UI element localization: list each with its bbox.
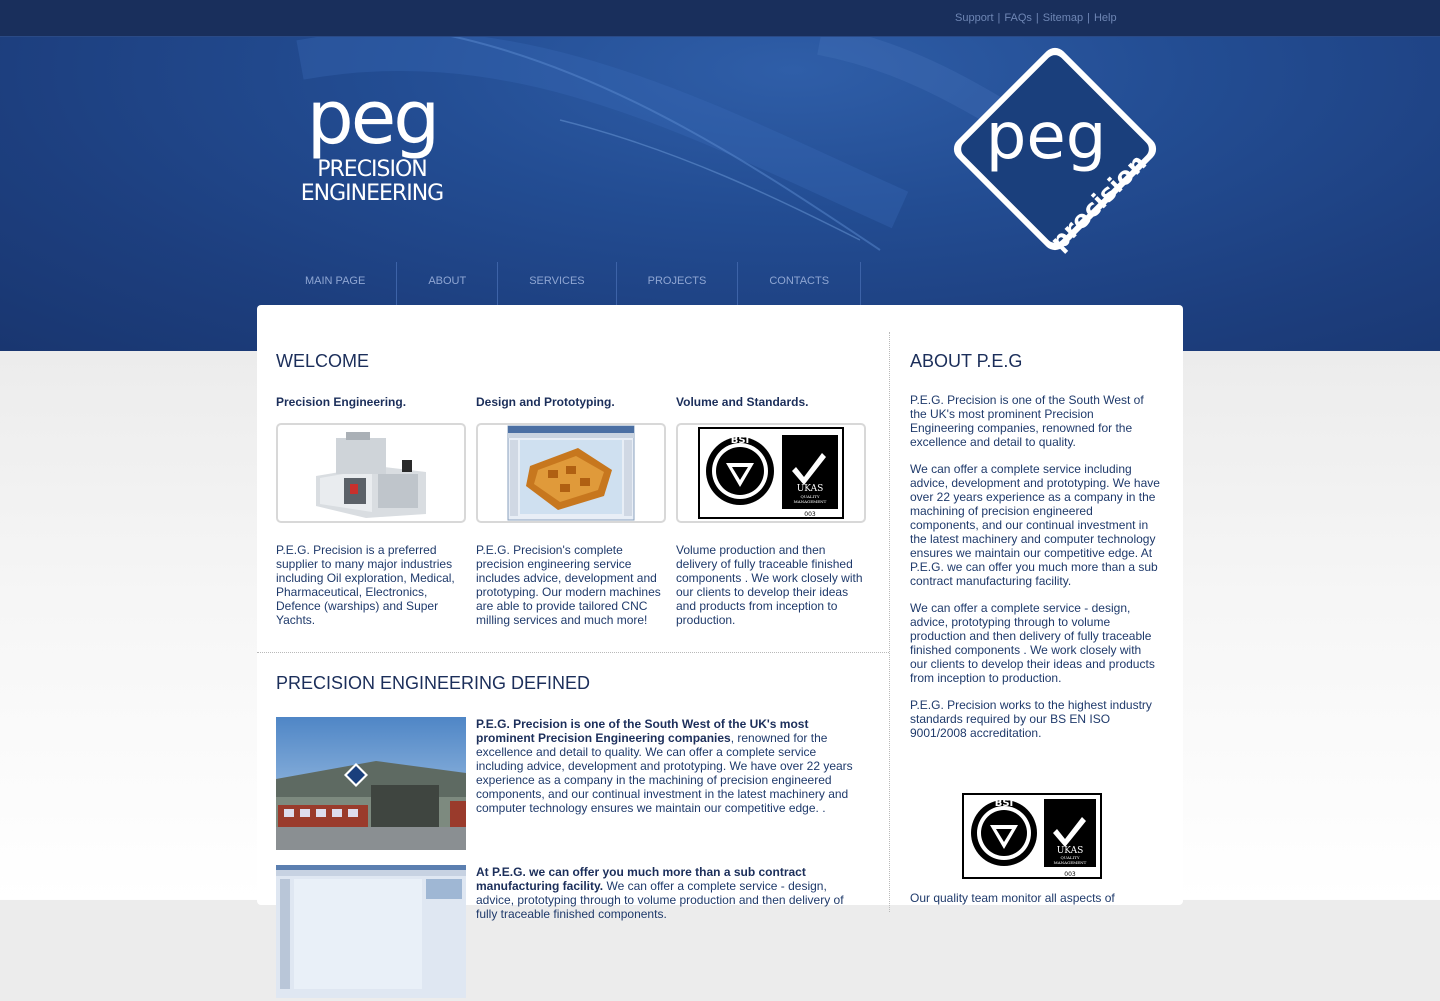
- factory-photo[interactable]: [276, 717, 466, 850]
- svg-text:BSI: BSI: [994, 798, 1014, 809]
- feature-text: P.E.G. Precision is a preferred supplier to many major industries including Oil exploration, Medical, Pharmaceutical, Electronics, Defence (warships) and Super Yachts.: [276, 543, 455, 627]
- bsi-ukas-badge-icon: [962, 793, 1102, 879]
- feature-heading: Design and Prototyping.: [476, 395, 615, 409]
- quality-text: Our quality team monitor all aspects of: [910, 891, 1115, 905]
- content-panel: [257, 305, 1183, 921]
- utility-links: Support | FAQs | Sitemap | Help: [955, 12, 1117, 24]
- svg-text:QUALITY: QUALITY: [800, 494, 820, 499]
- logo-line-1: PRECISION: [317, 157, 427, 182]
- feature-text: P.E.G. Precision's complete precision engineering service includes advice, development and prototyping. Our modern machines are able to provide tailored CNC milling services and much more!: [476, 543, 661, 627]
- cad-photo[interactable]: [276, 865, 466, 998]
- cnc-machine-image[interactable]: [276, 423, 466, 523]
- cnc-machine-icon: [306, 426, 436, 520]
- svg-text:UKAS: UKAS: [1056, 846, 1084, 856]
- column-divider: [889, 332, 890, 912]
- nav-main-page[interactable]: MAIN PAGE: [274, 262, 397, 305]
- factory-building-icon: [276, 717, 466, 850]
- main-nav: [274, 262, 861, 305]
- feature-heading: Precision Engineering.: [276, 395, 407, 409]
- nav-services[interactable]: SERVICES: [498, 262, 616, 305]
- logo-mark: peg: [306, 75, 438, 161]
- sitemap-link[interactable]: Sitemap: [1042, 12, 1084, 24]
- feature-text: Volume production and then delivery of fully traceable finished components . We work closely with our clients to develop their ideas and products from inception to production.: [676, 543, 863, 627]
- bsi-ukas-logo-icon: [698, 427, 844, 519]
- feature-heading: Volume and Standards.: [676, 395, 809, 409]
- defined-bold: P.E.G. Precision is one of the South West of the UK's most prominent Precision Engineering companies: [476, 717, 809, 745]
- about-paragraph: P.E.G. Precision is one of the South West of the UK's most prominent Precision Engineering companies, renowned for the excellence and detail to quality.: [910, 393, 1144, 449]
- about-text: [910, 393, 1160, 753]
- svg-text:peg: peg: [985, 100, 1107, 174]
- diamond-logo-icon: [944, 38, 1166, 260]
- defined-text: [476, 717, 866, 815]
- faqs-link[interactable]: FAQs: [1004, 12, 1032, 24]
- site-logo[interactable]: [292, 75, 452, 206]
- defined-bold: At P.E.G. we can offer you much more than a sub contract manufacturing facility.: [476, 865, 806, 893]
- about-paragraph: P.E.G. Precision works to the highest industry standards required by our BS EN ISO 9001/2008 accreditation.: [910, 698, 1152, 740]
- nav-projects[interactable]: PROJECTS: [617, 262, 739, 305]
- feature-column: [476, 395, 666, 627]
- svg-text:MANAGEMENT: MANAGEMENT: [793, 499, 827, 504]
- svg-text:UKAS: UKAS: [796, 484, 824, 494]
- certification-image[interactable]: [676, 423, 866, 523]
- nav-about[interactable]: ABOUT: [397, 262, 498, 305]
- svg-text:QUALITY: QUALITY: [1060, 855, 1080, 860]
- about-paragraph: We can offer a complete service including advice, development and prototyping. We have over 22 years experience as a company in the machining of precision engineered components, and our continual investment in the latest machinery and computer technology ensures we maintain our competitive edge. At P.E.G. we can offer you much more than a sub contract manufacturing facility.: [910, 462, 1160, 588]
- about-paragraph: We can offer a complete service - design, advice, prototyping through to volume production and then delivery of fully traceable finished components . We work closely with our clients to develop their ideas and products from inception to production.: [910, 601, 1155, 685]
- svg-text:MANAGEMENT: MANAGEMENT: [1053, 860, 1087, 865]
- svg-text:003: 003: [804, 511, 816, 518]
- defined-text: [476, 865, 866, 921]
- about-heading: ABOUT P.E.G: [910, 351, 1023, 371]
- svg-text:precision: precision: [1044, 148, 1153, 257]
- header-banner: [0, 0, 1440, 351]
- defined-body: , renowned for the excellence and detail to quality. We can offer a complete service including advice, development and prototyping. We have over 22 years experience as a company in the machining of precision engineered components, and our continual investment in the latest machinery and computer technology ensures we maintain our competitive edge. .: [476, 731, 853, 815]
- defined-heading: PRECISION ENGINEERING DEFINED: [276, 673, 591, 693]
- welcome-heading: WELCOME: [276, 351, 370, 371]
- cad-software-image[interactable]: [476, 423, 666, 523]
- help-link[interactable]: Help: [1093, 12, 1117, 24]
- section-divider: [257, 652, 889, 653]
- defined-body: We can offer a complete service - design, advice, prototyping through to volume production and then delivery of fully traceable finished components.: [476, 879, 844, 921]
- top-bar: [0, 0, 1440, 37]
- nav-contacts[interactable]: CONTACTS: [738, 262, 861, 305]
- cad-screenshot-icon: [508, 426, 634, 520]
- svg-text:BSI: BSI: [730, 435, 750, 446]
- logo-line-2: ENGINEERING: [300, 181, 444, 206]
- support-link[interactable]: Support: [955, 12, 994, 24]
- cad-screenshot-icon: [276, 865, 466, 998]
- feature-column: [276, 395, 466, 627]
- svg-text:003: 003: [1064, 871, 1076, 878]
- feature-column: [676, 395, 866, 627]
